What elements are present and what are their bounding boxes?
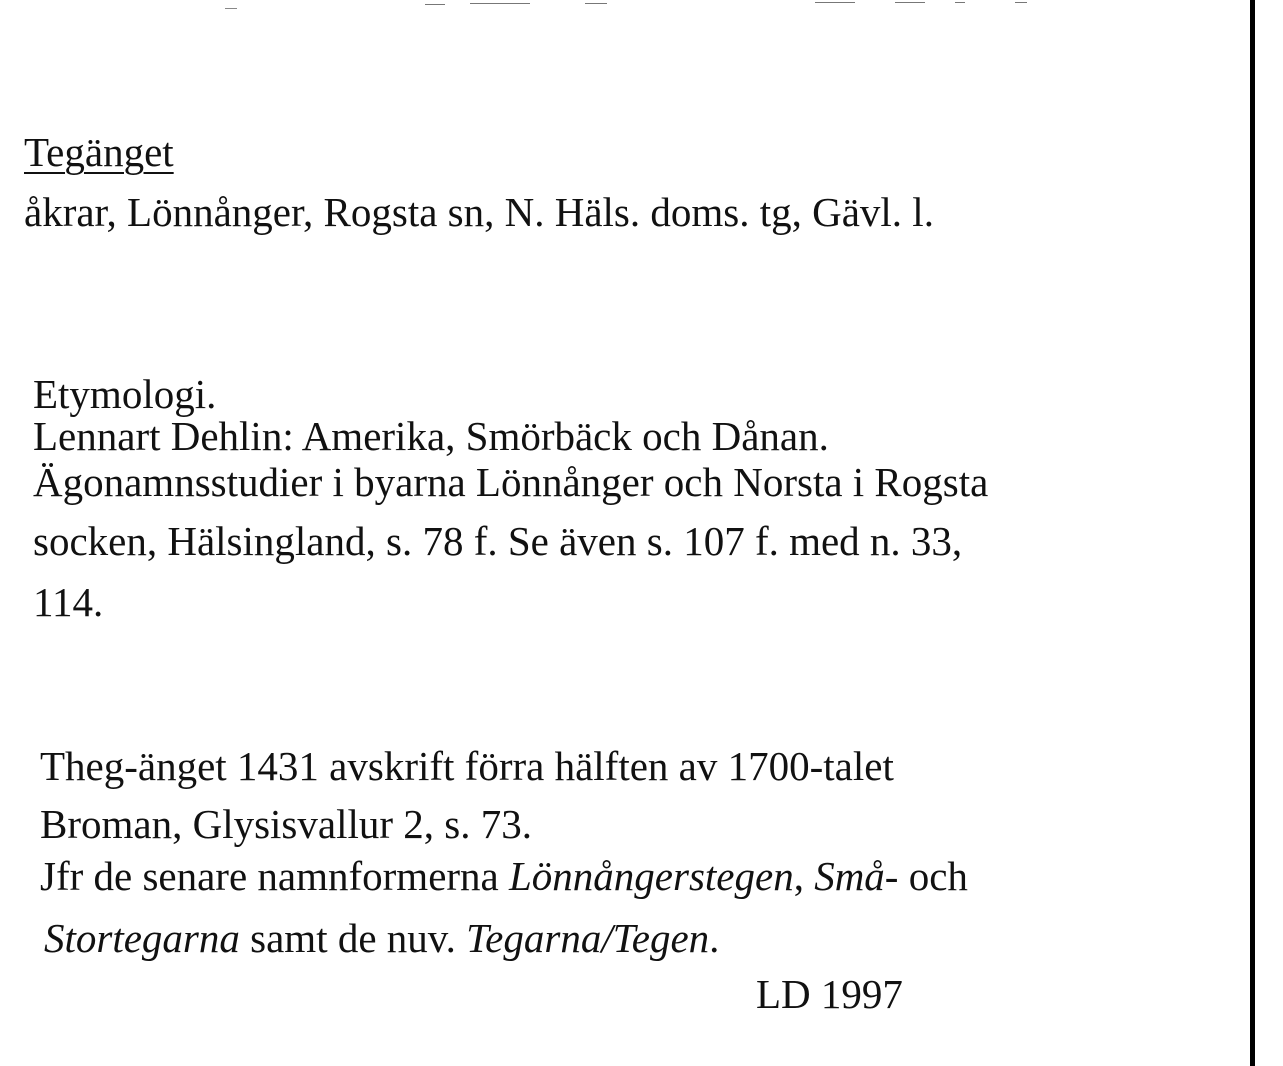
etymology-line: Lennart Dehlin: Amerika, Smörbäck och Dånan.: [33, 413, 829, 459]
history-text: Jfr de senare namnformerna: [40, 853, 509, 899]
etymology-line: socken, Hälsingland, s. 78 f. Se även s. 107 f. med n. 33,: [33, 518, 963, 564]
etymology-line: Ägonamnsstudier i byarna Lönnånger och Norsta i Rogsta: [33, 459, 989, 505]
name-form-italic: Lönnångerstegen: [509, 853, 794, 899]
history-line: Theg-änget 1431 avskrift förra hälften av 1700-talet: [40, 743, 894, 789]
name-form-italic: Små-: [814, 853, 899, 899]
history-line: [44, 914, 719, 962]
scan-specks: [0, 0, 1100, 10]
entry-title: Tegänget: [24, 129, 174, 175]
history-line: Broman, Glysisvallur 2, s. 73.: [40, 801, 532, 847]
name-form-italic: Tegarna/Tegen: [466, 915, 710, 961]
history-text: .: [709, 915, 720, 961]
entry-location: åkrar, Lönnånger, Rogsta sn, N. Häls. doms. tg, Gävl. l.: [24, 189, 934, 235]
history-line: [40, 852, 968, 900]
history-text: och: [898, 853, 968, 899]
signature: LD 1997: [756, 971, 903, 1017]
name-form-italic: Stortegarna: [44, 915, 240, 961]
history-text: ,: [793, 853, 815, 899]
card-right-border: [1250, 0, 1255, 1066]
etymology-heading: Etymologi.: [33, 371, 217, 417]
history-text: samt de nuv.: [239, 915, 467, 961]
etymology-line: 114.: [33, 579, 104, 625]
